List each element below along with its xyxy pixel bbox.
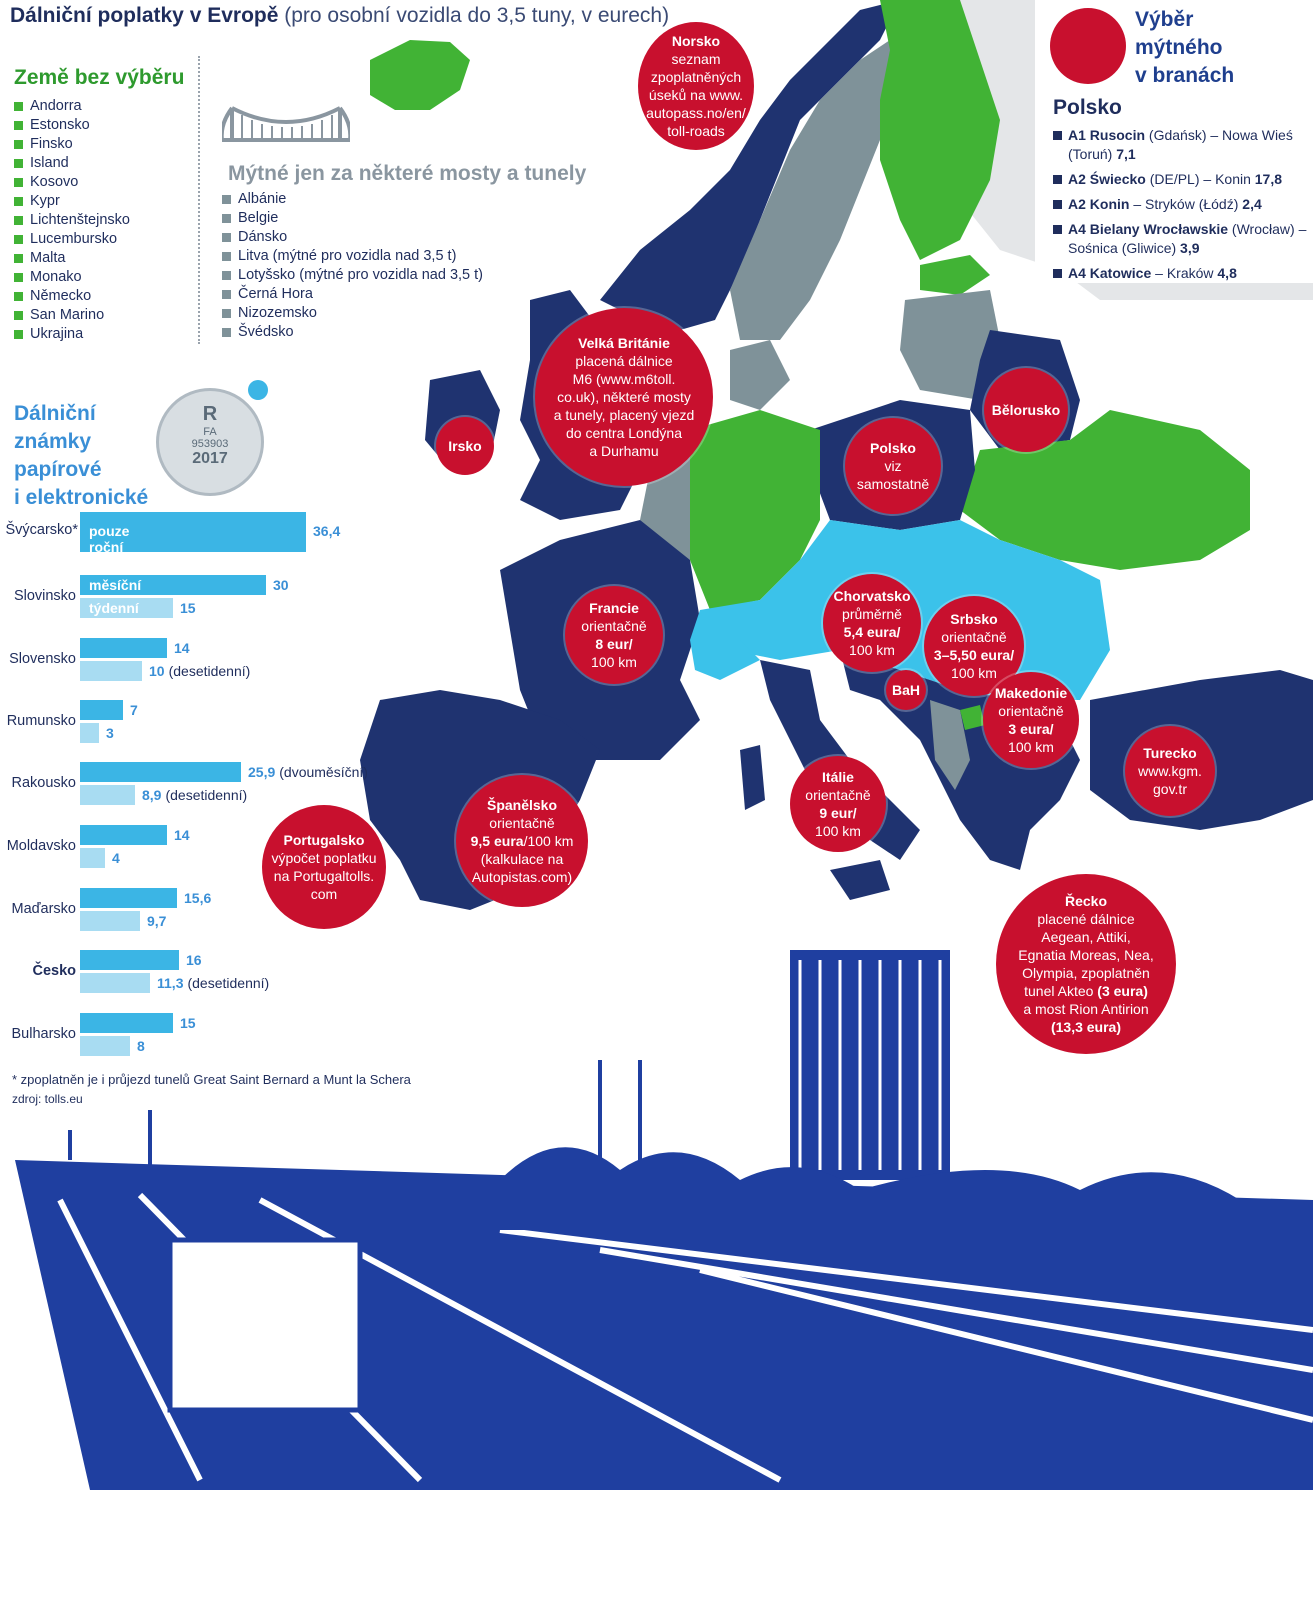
legend-no-toll-item: Finsko: [14, 135, 130, 154]
legend-no-toll-item: Lichtenštejnsko: [14, 211, 130, 230]
bubble-polsko: [845, 418, 941, 514]
vignette-heading-line-4: i elektronické: [14, 486, 149, 509]
bubble-bah: [886, 670, 926, 710]
vignette-sticker: [156, 388, 264, 496]
chart-value-number: 14: [174, 827, 190, 843]
chart-value-label: [248, 764, 368, 780]
chart-category-label: Švýcarsko*: [5, 522, 78, 538]
bubble-spanelsko-unit: /100 km: [523, 833, 574, 849]
chart-bar-primary: [80, 888, 177, 908]
footnote: * zpoplatněn je i průjezd tunelů Great Saint Bernard a Munt la Schera: [12, 1072, 411, 1087]
poland-toll-section: A1 Rusocin: [1068, 127, 1146, 143]
chart-value-number: 16: [186, 952, 202, 968]
legend-no-toll-item: Kypr: [14, 192, 130, 211]
title-sub: (pro osobní vozidla do 3,5 tuny, v eurech): [284, 4, 670, 27]
vignette-heading-line-2: známky: [14, 430, 92, 453]
poland-toll-item: [1053, 126, 1308, 164]
bubble-spanelsko: [456, 775, 588, 907]
bubble-recko-line: tunel Akteo: [1024, 983, 1094, 999]
bubble-srbsko-value: 3–5,50 eura/: [933, 647, 1015, 663]
legend-bridges-item: Albánie: [222, 190, 483, 209]
legend-no-toll-item: Island: [14, 154, 130, 173]
bubble-recko-line: Egnatia Moreas, Nea,: [1018, 947, 1154, 963]
bubble-chorvatsko-line: průměrně: [842, 606, 902, 622]
chart-note: (desetidenní): [168, 663, 251, 679]
bubble-britanie-line: a Durhamu: [589, 443, 659, 459]
chart-value-number: 4: [112, 850, 120, 866]
poland-toll-list: [1053, 126, 1308, 289]
bubble-chorvatsko-value: 5,4 eura/: [843, 624, 901, 640]
sticker-year: 2017: [192, 450, 228, 467]
legend-bridges-item: Dánsko: [222, 228, 483, 247]
bubble-norsko-line: zpoplatněných: [650, 69, 742, 85]
legend-no-toll-item: Estonsko: [14, 116, 130, 135]
poland-heading: Polsko: [1053, 96, 1122, 119]
chart-category-label: Slovinsko: [13, 588, 76, 604]
chart-bar-secondary: [80, 1036, 130, 1056]
chart-value-label: [112, 850, 120, 866]
chart-category-label: Slovensko: [9, 651, 76, 667]
chart-value-number: 15,6: [184, 890, 212, 906]
legend-no-toll-heading: Země bez výběru: [14, 66, 185, 89]
sticker-letter: R: [202, 403, 218, 425]
chart-bar-secondary: [80, 848, 105, 868]
bubble-srbsko-name: Srbsko: [950, 611, 998, 627]
poland-toll-route: (Gdańsk) – Nowa Wieś (Toruń): [1068, 127, 1293, 162]
chart-value-number: 15: [180, 1015, 196, 1031]
bubble-italie-unit: 100 km: [815, 823, 861, 839]
legend-bridges-item: Nizozemsko: [222, 304, 483, 323]
bubble-recko-line: placené dálnice: [1037, 911, 1135, 927]
chart-bar-primary: [80, 950, 179, 970]
bubble-italie-value: 9 eur/: [819, 805, 857, 821]
legend-bridges-item: Litva (mýtné pro vozidla nad 3,5 t): [222, 247, 483, 266]
chart-value-number: 30: [273, 577, 289, 593]
poland-toll-section: A2 Konin: [1068, 196, 1130, 212]
bubble-italie: [790, 756, 886, 852]
chart-bar-secondary: [80, 723, 99, 743]
bubble-portugalsko-line: na Portugaltolls.: [273, 868, 375, 884]
chart-value-label: [273, 577, 289, 593]
bubble-portugalsko-name: Portugalsko: [283, 832, 365, 848]
legend-no-toll-item: Andorra: [14, 97, 130, 116]
gates-heading-line-2: mýtného: [1135, 36, 1223, 59]
bubble-norsko-line: seznam: [671, 51, 721, 67]
poland-toll-price: 4,8: [1217, 265, 1237, 281]
vignette-heading: [14, 400, 148, 512]
bubble-turecko-line: www.kgm.: [1138, 763, 1202, 779]
chart-value-label: [147, 913, 166, 929]
chart-bar-inner-label: měsíční: [89, 577, 142, 593]
poland-toll-item: [1053, 170, 1308, 189]
bubble-britanie-name: Velká Británie: [578, 335, 670, 351]
poland-toll-route: – Stryków (Łódź): [1129, 196, 1243, 212]
scene-tower: [790, 950, 950, 1180]
chart-value-label: [106, 725, 114, 741]
gates-heading-line-3: v branách: [1135, 64, 1235, 87]
chart-note: (desetidenní): [187, 975, 270, 991]
chart-value-number: 14: [174, 640, 190, 656]
bubble-chorvatsko-unit: 100 km: [849, 642, 895, 658]
chart-bar-secondary: [80, 973, 150, 993]
poland-toll-price: 17,8: [1254, 171, 1283, 187]
chart-value-number: 8,9: [142, 787, 162, 803]
poland-toll-item: [1053, 220, 1308, 258]
bubble-recko: [996, 874, 1176, 1054]
legend-no-toll-item: Kosovo: [14, 173, 130, 192]
bubble-polsko-line: viz: [884, 458, 902, 474]
poland-toll-price: 3,9: [1180, 240, 1200, 256]
chart-note: (desetidenní): [165, 787, 248, 803]
bubble-spanelsko-name: Španělsko: [486, 797, 558, 813]
bubble-spanelsko-value: 9,5 eura: [470, 833, 524, 849]
legend-bridges-heading: Mýtné jen za některé mosty a tunely: [228, 162, 587, 185]
bubble-britanie-line: do centra Londýna: [566, 425, 682, 441]
bubble-norsko-line: autopass.no/en/: [646, 105, 746, 121]
bubble-britanie-line: placená dálnice: [575, 353, 673, 369]
chart-value-number: 15: [180, 600, 196, 616]
bubble-makedonie-name: Makedonie: [994, 685, 1068, 701]
legend-no-toll-item: San Marino: [14, 306, 130, 325]
chart-bar-secondary: [80, 661, 142, 681]
chart-category-label: Maďarsko: [11, 901, 76, 917]
legend-no-toll-item: Německo: [14, 287, 130, 306]
legend-no-toll-list: [14, 97, 130, 344]
chart-bar-inner-label: pouze roční: [89, 523, 130, 555]
poland-toll-item: [1053, 195, 1308, 214]
legend-bridges-list: [222, 190, 483, 342]
chart-bar-secondary: [80, 785, 135, 805]
sticker-leaf-icon: [248, 380, 268, 400]
bubble-turecko-line: gov.tr: [1153, 781, 1187, 797]
bubble-recko-name: Řecko: [1064, 893, 1108, 909]
chart-bar-primary: [80, 638, 167, 658]
bubble-makedonie-value: 3 eura/: [1008, 721, 1054, 737]
bubble-bah-name: BaH: [891, 682, 920, 698]
bubble-belorusko: [984, 368, 1068, 452]
chart-category-label: Moldavsko: [6, 838, 76, 854]
bubble-portugalsko-line: com: [310, 886, 338, 902]
bubble-francie-name: Francie: [589, 600, 639, 616]
bubble-recko-tunnel: [1024, 982, 1148, 1000]
chart-bar-secondary: [80, 911, 140, 931]
bubble-irsko-name: Irsko: [448, 438, 482, 454]
bubble-recko-line: Aegean, Attiki,: [1041, 929, 1131, 945]
bubble-britanie-line: M6 (www.m6toll.: [572, 371, 676, 387]
chart-bar-primary: [80, 1013, 173, 1033]
bubble-srbsko-line: orientačně: [941, 629, 1007, 645]
page-title: [10, 4, 669, 28]
chart-value-number: 9,7: [147, 913, 167, 929]
chart-value-label: [157, 975, 269, 991]
bubble-spanelsko-line: (kalkulace na: [480, 851, 564, 867]
sticker-code: FA: [203, 426, 217, 438]
chart-value-number: 10: [149, 663, 165, 679]
bubble-recko-value: (13,3 eura): [1050, 1019, 1122, 1035]
chart-value-label: [174, 827, 190, 843]
bubble-srbsko-unit: 100 km: [951, 665, 997, 681]
chart-value-label: [142, 787, 247, 803]
source: zdroj: tolls.eu: [12, 1092, 83, 1106]
sticker-number: 953903: [191, 438, 229, 450]
bubble-spanelsko-line: orientačně: [489, 815, 555, 831]
chart-bar-inner-label: týdenní: [89, 600, 139, 616]
chart-value-number: 8: [137, 1038, 145, 1054]
vignette-heading-line-1: Dálniční: [14, 402, 96, 425]
gates-heading: [1135, 6, 1234, 90]
chart-category-label: Rakousko: [11, 775, 76, 791]
title-main: Dálniční poplatky v Evropě: [10, 4, 279, 27]
bubble-francie: [565, 586, 663, 684]
legend-no-toll-item: Monako: [14, 268, 130, 287]
bubble-portugalsko: [262, 805, 386, 929]
chart-value-label: [180, 600, 196, 616]
bubble-italie-name: Itálie: [822, 769, 854, 785]
bubble-chorvatsko: [823, 574, 921, 672]
bubble-norsko-line: toll-roads: [667, 123, 725, 139]
bubble-francie-value: 8 eur/: [595, 636, 633, 652]
bubble-francie-unit: 100 km: [591, 654, 637, 670]
legend-bridges-item: Belgie: [222, 209, 483, 228]
poland-toll-section: A4 Bielany Wrocławskie: [1068, 221, 1229, 237]
bubble-velka-britanie: [535, 308, 713, 486]
bubble-recko-line: a most Rion Antirion: [1023, 1001, 1149, 1017]
bubble-britanie-line: a tunely, placený vjezd: [553, 407, 695, 423]
chart-value-label: [137, 1038, 145, 1054]
bubble-recko-line: Olympia, zpoplatněn: [1022, 965, 1150, 981]
scene-truck: [170, 1240, 360, 1410]
legend-divider: [198, 56, 200, 344]
bridge-icon: [222, 100, 350, 150]
chart-value-number: 3: [106, 725, 114, 741]
bubble-spanelsko-line: Autopistas.com): [471, 869, 573, 885]
bubble-polsko-line: samostatně: [856, 476, 930, 492]
bubble-norsko: [638, 22, 754, 150]
poland-toll-item: [1053, 264, 1308, 283]
chart-value-label: [186, 952, 202, 968]
poland-toll-price: 7,1: [1116, 146, 1136, 162]
bubble-makedonie-line: orientačně: [998, 703, 1064, 719]
chart-bar-primary: [80, 762, 241, 782]
bubble-makedonie: [983, 672, 1079, 768]
bubble-britanie-line: co.uk), některé mosty: [557, 389, 691, 405]
legend-bridges-item: Lotyšsko (mýtné pro vozidla nad 3,5 t): [222, 266, 483, 285]
gates-heading-line-1: Výběr: [1135, 8, 1194, 31]
bubble-spanelsko-rate: [471, 832, 574, 850]
gates-red-dot: [1050, 8, 1126, 84]
bubble-italie-line: orientačně: [805, 787, 871, 803]
bubble-turecko: [1125, 726, 1215, 816]
bubble-norsko-name: Norsko: [671, 33, 721, 49]
legend-bridges-item: Černá Hora: [222, 285, 483, 304]
poland-toll-route: – Kraków: [1151, 265, 1218, 281]
chart-value-number: 11,3: [157, 975, 184, 991]
chart-value-label: [313, 523, 340, 539]
chart-value-label: [149, 663, 250, 679]
chart-value-number: 36,4: [313, 523, 341, 539]
legend-bridges-item: Švédsko: [222, 323, 483, 342]
legend-no-toll-item: Malta: [14, 249, 130, 268]
chart-value-label: [180, 1015, 196, 1031]
bubble-francie-line: orientačně: [581, 618, 647, 634]
chart-value-label: [184, 890, 211, 906]
chart-bar-primary: [80, 825, 167, 845]
legend-no-toll-item: Ukrajina: [14, 325, 130, 344]
chart-bar-primary: [80, 700, 123, 720]
bubble-norsko-line: úseků na www.: [648, 87, 744, 103]
bubble-chorvatsko-name: Chorvatsko: [833, 588, 911, 604]
bubble-makedonie-unit: 100 km: [1008, 739, 1054, 755]
chart-category-label: Rumunsko: [6, 713, 76, 729]
legend-no-toll-item: Lucembursko: [14, 230, 130, 249]
bubble-irsko: [436, 417, 494, 475]
chart-category-label: Bulharsko: [11, 1026, 76, 1042]
bubble-portugalsko-line: výpočet poplatku: [271, 850, 377, 866]
chart-value-number: 7: [130, 702, 138, 718]
bubble-polsko-name: Polsko: [870, 440, 916, 456]
chart-value-number: 25,9: [248, 764, 276, 780]
chart-note: (dvouměsíční): [279, 764, 368, 780]
poland-toll-section: A4 Katowice: [1068, 265, 1152, 281]
chart-category-label: Česko: [32, 963, 76, 979]
poland-toll-route: (Wrocław) – Sośnica (Gliwice): [1068, 221, 1307, 256]
bubble-belorusko-name: Bělorusko: [991, 402, 1061, 418]
poland-toll-section: A2 Świecko: [1068, 171, 1146, 187]
poland-toll-route: (DE/PL) – Konin: [1145, 171, 1255, 187]
bubble-recko-value: (3 eura): [1097, 983, 1148, 999]
chart-value-label: [130, 702, 138, 718]
chart-value-label: [174, 640, 190, 656]
bubble-turecko-name: Turecko: [1143, 745, 1197, 761]
poland-toll-price: 2,4: [1242, 196, 1262, 212]
vignette-heading-line-3: papírové: [14, 458, 102, 481]
